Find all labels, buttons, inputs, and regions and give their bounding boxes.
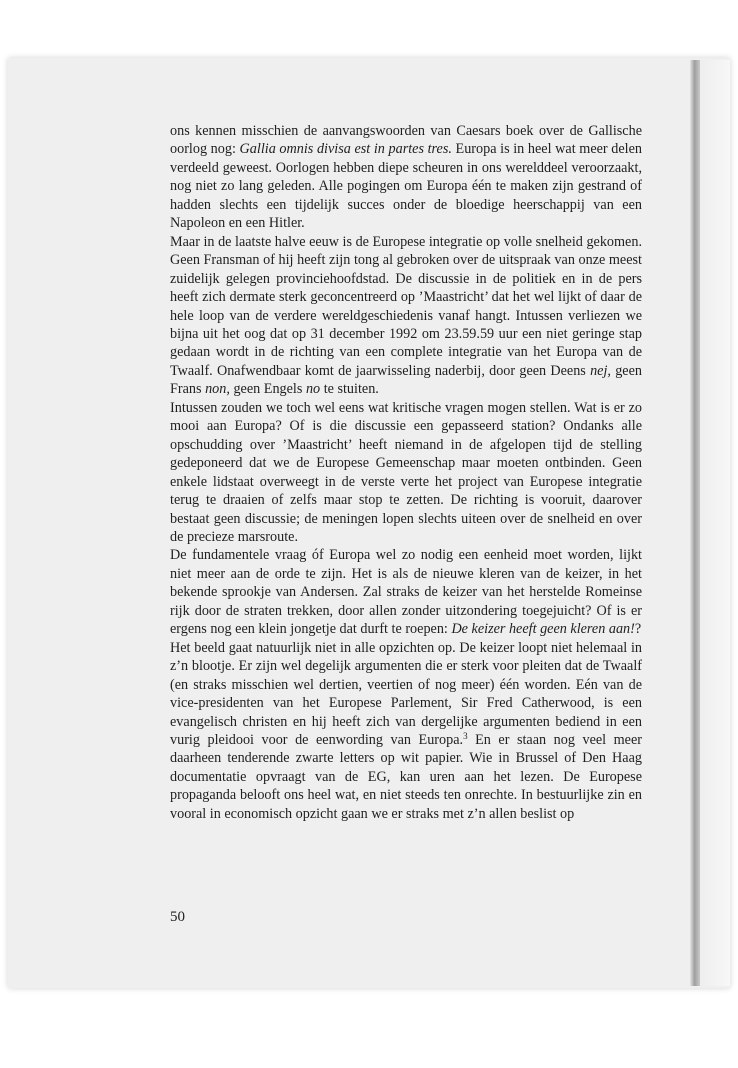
text-run: ? [634, 621, 642, 638]
text-run: geen Frans [170, 362, 642, 398]
italic-text: nej, [590, 362, 611, 379]
italic-text: non, [205, 381, 230, 398]
paragraph [170, 546, 642, 638]
paragraph [170, 399, 642, 547]
body-text [170, 122, 642, 823]
paragraph [170, 122, 642, 233]
page-margin-strip [700, 60, 730, 986]
page-binding-edge [690, 60, 700, 986]
italic-text: Gallia omnis divisa est in partes tres. [239, 141, 452, 158]
footnote-ref: 3 [463, 730, 468, 741]
text-run: Europa is in heel wat meer delen verdeeld geweest. Oorlogen hebben diepe scheuren in ons werelddeel veroorzaakt, nog niet zo lang geleden. Alle pogingen om Europa één te maken zijn gestrand of hadden slechts een tijdelijk succes onder de bloedige heerschappij van een Napoleon en een Hitler. [170, 141, 642, 232]
page-number: 50 [170, 909, 185, 925]
text-run: De fundamentele vraag óf Europa wel zo nodig een eenheid moet worden, lijkt niet meer aan de orde te zijn. Het is als de nieuwe kleren van de keizer, in het bekende sprookje van Andersen. Zal straks de keizer van het herstelde Romeinse rijk door de straten trekken, door allen zonder uitzondering toegejuicht? Of is er ergens nog een klein jongetje dat durft te roepen: [170, 547, 642, 638]
text-run: En er staan nog veel meer daarheen tenderende zwarte letters op wit papier. Wie in Brussel of Den Haag documentatie opvraagt van de EG, kan uren aan het lezen. De Europese propaganda belooft ons heel wat, en niet steeds ten onrechte. In bestuurlijke zin en vooral in economisch opzicht gaan we er straks met z’n allen beslist op [170, 731, 642, 822]
paragraph [170, 639, 642, 824]
text-run: ons kennen misschien de aanvangswoorden van Caesars boek over de Gallische oorlog nog: [170, 123, 642, 158]
text-run: geen Engels [229, 381, 306, 398]
text-run: Maar in de laatste halve eeuw is de Europese integratie op volle snelheid gekomen. Geen Fransman of hij heeft zijn tong al gebroken over de uitspraak van onze meest zuidelijk gelegen provinciehoofdstad. De discussie in de politiek en in de pers heeft zich dermate sterk geconcentreerd op ’Maastricht’ dat het wel lijkt of daar de hele loop van de verdere wereldgeschiedenis vanaf hangt. Intussen verliezen we bijna uit het oog dat op 31 december 1992 om 23.59.59 uur een niet geringe stap gedaan wordt in de richting van een complete integratie van het Europa van de Twaalf. Onafwendbaar komt de jaarwisseling naderbij, door geen Deens [170, 233, 642, 379]
text-run: Het beeld gaat natuurlijk niet in alle opzichten op. De keizer loopt niet helemaal in z’n blootje. Er zijn wel degelijk argumenten die er sterk voor pleiten dat de Twaalf (en straks misschien wel dertien, veertien of nog meer) één worden. Eén van de vice-presidenten van het Europese Parlement, Sir Fred Catherwood, is een evangelisch christen en hij heeft zich van dergelijke argumenten bediend in een vurig pleidooi voor de eenwording van Europa. [170, 639, 642, 748]
italic-text: no [305, 381, 321, 398]
text-run: Intussen zouden we toch wel eens wat kritische vragen mogen stellen. Wat is er zo mooi aan Europa? Of is die discussie een gepasseerd station? Ondanks alle opschudding over ’Maastricht’ heeft niemand in de afgelopen tijd de stelling gedeponeerd dat we de Europese Gemeenschap maar moeten ontbinden. Geen enkele lidstaat overweegt in de verste verte het project van Europese integratie terug te draaien of zelfs maar stop te zetten. De richting is vooruit, daarover bestaat geen discussie; de meningen lopen slechts uiteen over de snelheid en over de precieze marsroute. [170, 399, 642, 545]
italic-text: De keizer heeft geen kleren aan! [451, 621, 635, 638]
text-run: te stuiten. [320, 381, 379, 398]
paragraph [170, 233, 642, 399]
